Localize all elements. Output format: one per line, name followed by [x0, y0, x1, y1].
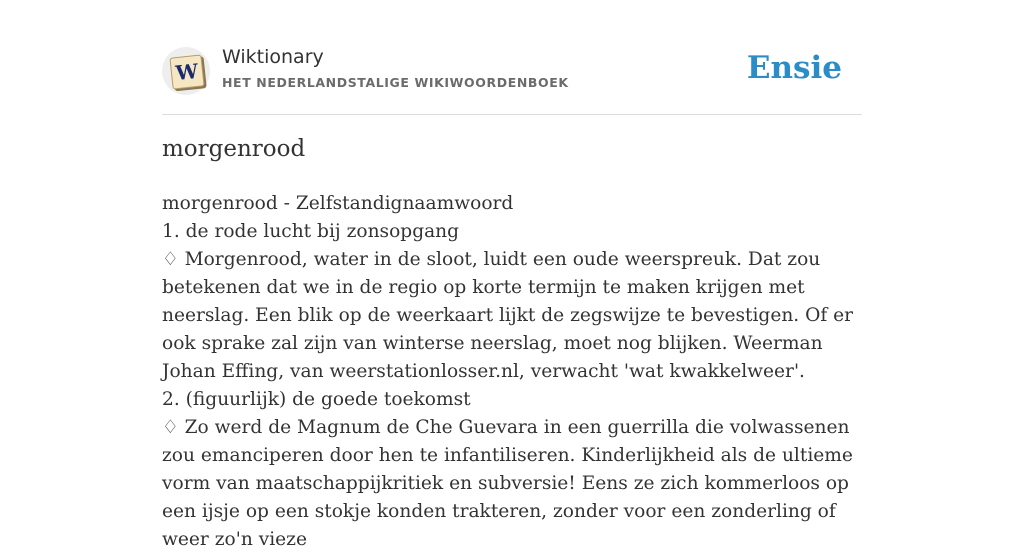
ensie-brand-logo[interactable]: Ensie [746, 50, 842, 86]
entry-line-definition-1: 1. de rode lucht bij zonsopgang [162, 221, 460, 242]
site-tagline: HET NEDERLANDSTALIGE WIKIWOORDENBOEK [222, 75, 569, 90]
entry-line-example-1: ♢ Morgenrood, water in de sloot, luidt een oude weerspreuk. Dat zou betekenen dat we in de regio op korte termijn te maken krijgen met neerslag. Een blik op de weerkaart lijkt de zegswijze te bevestigen. Of er ook sprake zal zijn van winterse neerslag, moet nog blijken. Weerman Johan Effing, van weerstationlosser.nl, verwacht 'wat kwakkelweer'. [162, 249, 854, 382]
site-name[interactable]: Wiktionary [222, 46, 324, 68]
entry-content [162, 190, 862, 554]
entry-title: morgenrood [162, 136, 306, 162]
wiktionary-logo[interactable] [162, 47, 210, 95]
logo-tile-icon: W [169, 54, 204, 89]
entry-line-part-of-speech: morgenrood - Zelfstandignaamwoord [162, 193, 514, 214]
entry-line-example-2: ♢ Zo werd de Magnum de Che Guevara in een guerrilla die volwassenen zou emanciperen door hen te infantiliseren. Kinderlijkheid als de ultieme vorm van maatschappijkritiek en subversie! Eens ze zich kommerloos op een ijsje op een stokje konden trakteren, zonder voor een zonderling of weer zo'n vieze [162, 417, 853, 550]
site-header [162, 44, 862, 115]
entry-line-definition-2: 2. (figuurlijk) de goede toekomst [162, 389, 471, 410]
